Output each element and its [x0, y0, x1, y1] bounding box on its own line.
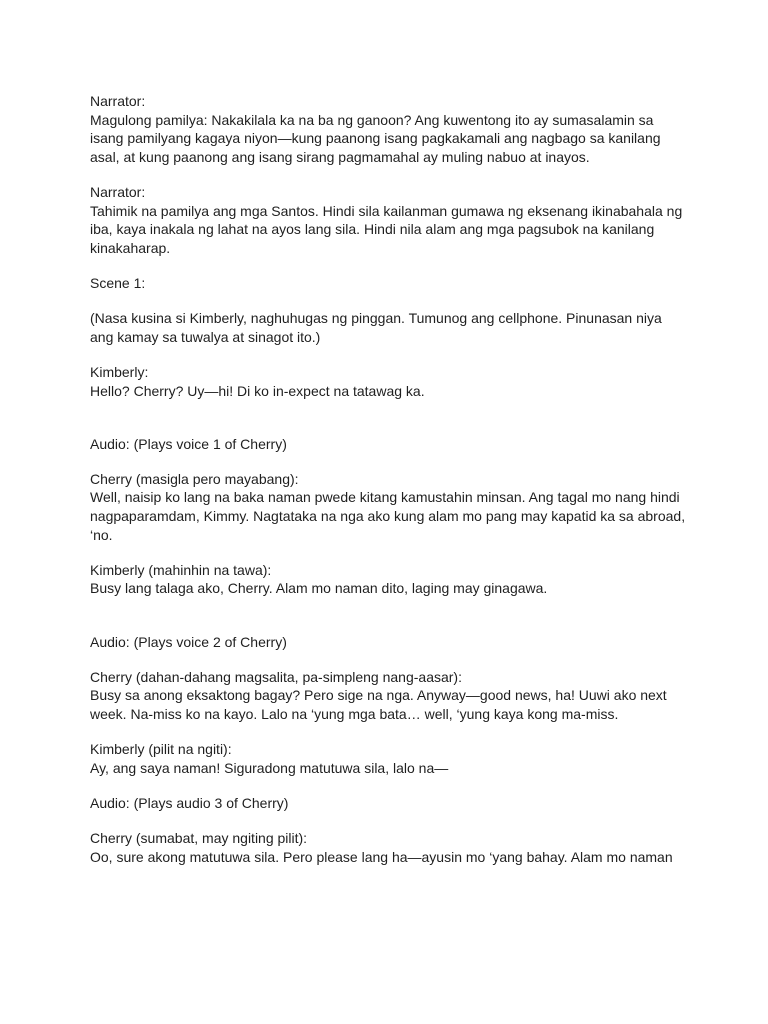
- block-text-line: Busy lang talaga ako, Cherry. Alam mo naman dito, laging may ginagawa.: [90, 580, 548, 597]
- script-block: [90, 561, 690, 598]
- script-block: [90, 183, 690, 257]
- block-heading-line: Scene 1:: [90, 274, 146, 291]
- block-text-line: ang kamay sa tuwalya at sinagot ito.): [90, 328, 321, 345]
- block-heading-line: Audio: (Plays voice 2 of Cherry): [90, 633, 287, 650]
- block-text-line: week. Na-miss ko na kayo. Lalo na ‘yung mga bata… well, ‘yung kaya kong ma-miss.: [90, 706, 619, 722]
- block-heading-line: Audio: (Plays voice 1 of Cherry): [90, 435, 287, 452]
- block-text-line: Magulong pamilya: Nakakilala ka na ba ng ganoon? Ang kuwentong ito ay sumasalamin sa: [90, 111, 654, 128]
- block-text-line: isang pamilyang kagaya niyon—kung paanong isang pagkakamali ang nagbago sa kanilang: [90, 130, 661, 147]
- script-block: [90, 92, 690, 166]
- script-block: [90, 794, 690, 813]
- script-block: [90, 309, 690, 346]
- block-heading-line: (Nasa kusina si Kimberly, naghuhugas ng pinggan. Tumunog ang cellphone. Pinunasan niya: [90, 310, 662, 327]
- script-block: [90, 435, 690, 454]
- script-block: [90, 740, 690, 777]
- block-text-line: nagpaparamdam, Kimmy. Nagtataka na nga ako kung alam mo pang may kapatid ka sa abroad,: [90, 508, 686, 525]
- block-text-line: Tahimik na pamilya ang mga Santos. Hindi sila kailanman gumawa ng eksenang ikinabahala ng: [90, 202, 683, 219]
- block-text-line: Well, naisip ko lang na baka naman pwede kitang kamustahin minsan. Ang tagal mo nang hindi: [90, 489, 680, 506]
- block-heading-line: Kimberly:: [90, 363, 149, 380]
- script-block: [90, 633, 690, 652]
- script-block: [90, 829, 690, 866]
- block-text-line: iba, kaya inakala ng lahat na ayos lang sila. Hindi nila alam ang mga pagsubok na kanilang: [90, 221, 655, 238]
- block-text-line: kinakaharap.: [90, 239, 171, 256]
- block-heading-line: Audio: (Plays audio 3 of Cherry): [90, 794, 289, 811]
- block-text-line: Hello? Cherry? Uy—hi! Di ko in-expect na tatawag ka.: [90, 382, 425, 399]
- document-body: [90, 92, 690, 883]
- script-block: [90, 668, 690, 724]
- block-heading-line: Cherry (masigla pero mayabang):: [90, 470, 299, 487]
- block-text-line: Busy sa anong eksaktong bagay? Pero sige na nga. Anyway—good news, ha! Uuwi ako next: [90, 687, 667, 704]
- block-heading-line: Narrator:: [90, 93, 146, 109]
- block-text-line: asal, at kung paanong ang isang sirang pagmamahal ay muling nabuo at inayos.: [90, 148, 590, 165]
- block-heading-line: Narrator:: [90, 183, 146, 200]
- block-heading-line: Kimberly (mahinhin na tawa):: [90, 561, 272, 578]
- block-heading-line: Cherry (sumabat, may ngiting pilit):: [90, 830, 308, 847]
- block-text-line: Oo, sure akong matutuwa sila. Pero please lang ha—ayusin mo ‘yang bahay. Alam mo naman: [90, 848, 673, 865]
- script-block: [90, 470, 690, 544]
- script-block: [90, 274, 690, 293]
- block-heading-line: Kimberly (pilit na ngiti):: [90, 741, 232, 758]
- script-block: [90, 363, 690, 400]
- block-heading-line: Cherry (dahan-dahang magsalita, pa-simpleng nang-aasar):: [90, 668, 462, 685]
- block-text-line: ‘no.: [90, 526, 113, 543]
- block-text-line: Ay, ang saya naman! Siguradong matutuwa sila, lalo na—: [90, 759, 449, 776]
